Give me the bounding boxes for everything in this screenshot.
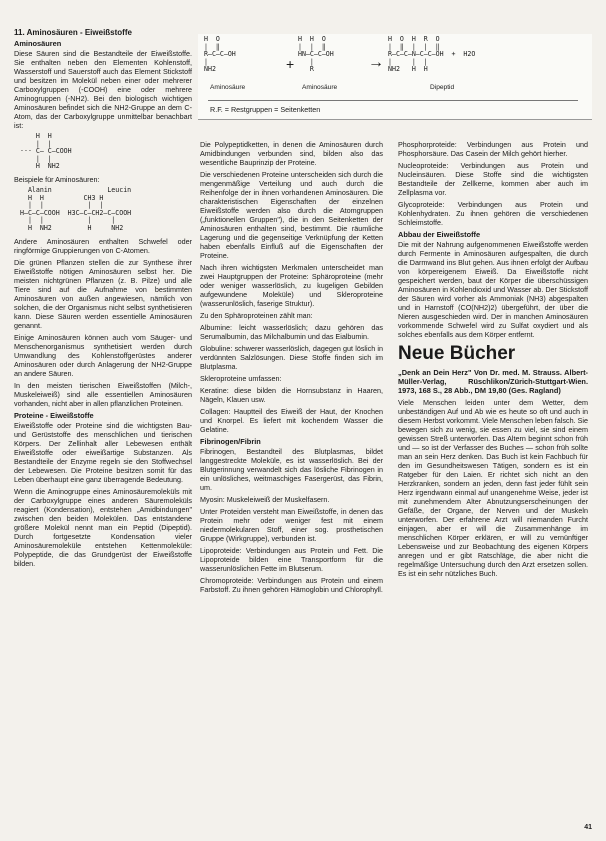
paragraph: Collagen: Hauptteil des Eiweiß der Haut, der Knochen und Knorpel. Es liefert mit kochendem Wasser die Gelatine.	[200, 407, 383, 434]
label-aminoacid-1: Aminosäure	[210, 84, 246, 91]
column-1	[14, 28, 192, 571]
paragraph: Lipoproteide: Verbindungen aus Protein und Fett. Die Lipoproteide bilden eine Transportform für die wasserunlöslichen Fette im Blutserum.	[200, 546, 383, 573]
paragraph: Wenn die Aminogruppe eines Aminosäuremoleküls mit der Carboxylgruppe eines anderen Säuremoleküls reagiert (Kondensation), entstehen „Amidbindungen" zwischen den beiden Molekülen. Das entstandene größere Molekül nennt man ein Peptid (Dipeptid). Durch fortgesetzte Kondensation vieler Aminosäuremoleküle entstehen Kettenmoleküle: Polypeptide, die das Grundgerüst der Eiweißstoffe bilden.	[14, 486, 192, 568]
paragraph: Die verschiedenen Proteine unterscheiden sich durch die mengenmäßige Verteilung und auch durch die Reihenfolge der in ihnen vorhandenen Aminosäuren. Die charakteristischen Eigenschaften der einzelnen Eiweißstoffe werden also durch die Atomgruppen („funktionellen Gruppen"), die in den Seitenketten der Aminosäuren enthalten sind, bestimmt. Die räumliche Lagerung und die gegenseitige Verknüpfung der Ketten haben ebenfalls Einfluß auf die Eigenschaften der Proteine.	[200, 170, 383, 260]
paragraph: Globuline: schwerer wasserlöslich, dagegen gut löslich in verdünnten Salzlösungen. Diese Stoffe finden sich im Blutplasma.	[200, 344, 383, 371]
label-dipeptide: Dipeptid	[430, 84, 455, 91]
paragraph: Fibrinogen, Bestandteil des Blutplasmas, bildet langgestreckte Moleküle, es ist wasserlöslich. Bei der Blutgerinnung verwandelt sich das lösliche Fibrinogen in ein unlösliches, weitmaschiges Fasergerüst, das Fibrin, um.	[200, 447, 383, 492]
plus-sign: +	[286, 56, 295, 72]
paragraph: Die grünen Pflanzen stellen die zur Synthese ihrer Eiweißstoffe nötigen Aminosäuren selbst her. Die meisten nichtgrünen Pflanzen (z. B. Pilze) und alle Tiere sind auf die Aufnahme von bestimmten Aminosäuren von außen angewiesen, nämlich von solchen, die der Organismus nicht selbst synthetisieren kann. Diese Säuren werden essentielle Aminosäuren genannt.	[14, 257, 192, 330]
paragraph: Nach ihren wichtigsten Merkmalen unterscheidet man zwei Hauptgruppen der Proteine: Sphäroproteine (mehr oder weniger wasserlöslich, zu kugeligen Gebilden aufgewundene Moleküle) und Skleroproteine (wasserunlöslich, faserige Struktur).	[200, 263, 383, 308]
subheading-abbau: Abbau der Eiweißstoffe	[398, 230, 481, 239]
paragraph: Viele Menschen leiden unter dem Wetter, dem unbeständigen Auf und Ab wie es heute so oft und auch in diesem Herbst vorkommt. Viele Menschen leben falsch. Sie bewegen sich zu wenig, sie essen zu viel, sie sind einem gewissen Streß unterworfen. Das Altern beginnt schon früh und — so ist der Verfasser des Buches — schon früh sollte man an sein Herz denken. Das Buch ist kein Fachbuch für den im Gesundheitswesen Tätigen, sondern es ist ein Ratgeber für den Laien. Er richtet sich nicht an den Herzkranken, sondern an jeden, denn fast jeder fühlt sein Herz irgendwann einmal auf unangenehme Weise, jeder ist mit zunehmendem Alter Abnutzungserscheinungen der Gefäße, der Organe, der Nerven und der Muskeln unterworfen. Der erfahrene Arzt will niemanden Furcht einjagen, aber er will die Zusammenhänge im menschlichen Körper erklären, er will zu vernünftiger Lebensweise und zur Beobachtung des eigenen Körpers anregen und er gibt Ratschläge, die aber nicht die regelmäßige Untersuchung durch den Arzt ersetzen sollen. Es ist ein sehr nützliches Buch.	[398, 398, 588, 578]
aminoacid-1-formula: H O | ‖ R—C—C—OH | NH2	[204, 35, 236, 74]
subheading-proteine: Proteine - Eiweißstoffe	[14, 410, 94, 420]
rf-legend: R.F. = Restgruppen = Seitenketten	[210, 105, 321, 114]
paragraph: Zu den Sphäroproteinen zählt man:	[200, 311, 313, 320]
paragraph: Nucleoproteide: Verbindungen aus Protein und Nucleinsäuren. Diese Stoffe sind die wichtigsten Bestandteile der Zellkerne, kommen aber auch im Zellplasma vor.	[398, 161, 588, 197]
examples-formula: Alanin Leucin H H CH3 H | | | | H—C—C—COOH H3C—C—CH2—C—COOH | | | | H NH2 H NH2	[20, 185, 132, 232]
general-formula: H H | | ··· C— C—COOH | | H NH2	[20, 132, 72, 171]
paragraph: Beispiele für Aminosäuren:	[14, 174, 100, 184]
dipeptide-formula: H O H R O | ‖ | | ‖ R—C—C—N—C—C—OH + H2O | | | NH2 H H	[388, 35, 476, 74]
paragraph: Myosin: Muskeleiweiß der Muskelfasern.	[200, 495, 330, 504]
aminoacid-2-formula: H H O | | ‖ HN—C—C—OH | R	[298, 35, 334, 74]
paragraph: Andere Aminosäuren enthalten Schwefel oder ringförmige Gruppierungen von C-Atomen.	[14, 236, 192, 255]
paragraph: Unter Proteiden versteht man Eiweißstoffe, in denen das Protein mehr oder weniger fest mit einem niedermolekularen Stoff, einer sog. prosthetischen Gruppe (Wirkgruppe), verbunden ist.	[200, 507, 383, 543]
section-heading: 11. Aminosäuren - Eiweißstoffe	[14, 28, 132, 37]
divider	[208, 100, 578, 101]
paragraph: Keratine: diese bilden die Hornsubstanz in Haaren, Nägeln, Klauen usw.	[200, 386, 383, 404]
paragraph: In den meisten tierischen Eiweißstoffen (Milch-, Muskeleiweiß) sind alle essentiellen Aminosäuren vorhanden, nicht aber in allen pflanzlichen Proteinen.	[14, 380, 192, 408]
column-2	[200, 140, 383, 597]
reaction-diagram	[198, 34, 592, 120]
paragraph: Diese Säuren sind die Bestandteile der Eiweißstoffe. Sie enthalten neben den Elementen Kohlenstoff, Wasserstoff und Sauerstoff auch das Element Stickstoff und besitzen im Molekül neben einer oder mehrerer Carboxylgruppen (-COOH) eine oder mehrere Aminogruppen (-NH2). Bei den biologisch wichtigen Aminosäuren befindet sich die NH2-Gruppe an dem C-Atom, das der Carboxylgruppe unmittelbar benachbart ist:	[14, 49, 192, 130]
reaction-arrow: →	[368, 54, 384, 71]
book-citation: „Denk an Dein Herz" Von Dr. med. M. Strauss. Albert-Müller-Verlag, Rüschlikon/Zürich-Stuttgart-Wien. 1973, 168 S., 28 Abb., DM 19,80 (Ges. Ragland)	[398, 368, 588, 395]
paragraph: Phosphorproteide: Verbindungen aus Protein und Phosphorsäure. Das Casein der Milch gehört hierher.	[398, 140, 588, 158]
label-aminoacid-2: Aminosäure	[302, 84, 338, 91]
paragraph: Albumine: leicht wasserlöslich; dazu gehören das Serumalbumin, das Milchalbumin und das Eialbumin.	[200, 323, 383, 341]
page-number: 41	[584, 824, 592, 831]
paragraph: Einige Aminosäuren können auch vom Säuger- und Menschenorganismus synthetisiert werden durch Umwandlung des Kohlenstoffgerüstes anderer Aminosäuren oder durch Anlagerung der NH2-Gruppe an andere Säuren.	[14, 332, 192, 378]
paragraph: Skleroproteine umfassen:	[200, 374, 282, 383]
subheading-aminosaeuren: Aminosäuren	[14, 39, 62, 48]
paragraph: Eiweißstoffe oder Proteine sind die wichtigsten Bau- und Gerüststoffe des menschlichen und tierischen Körpers. Der Zellinhalt aller Lebewesen enthält Eiweißstoffe oder eiweißartige Substanzen. Als Bestandteile der Enzyme regeln sie den Stoffwechsel der Lebewesen. Die Proteine besitzen somit für das Leben überhaupt eine ganz überragende Bedeutung.	[14, 420, 192, 484]
paragraph: Die mit der Nahrung aufgenommenen Eiweißstoffe werden durch Fermente in Aminosäuren aufgespalten, die durch die Darmwand ins Blut gehen. Aus ihnen erfolgt der Aufbau von körpereigenem Eiweiß. Da Eiweißstoffe nicht gespeichert werden, baut der Körper die überschüssigen Aminosäuren in Kohlendioxid und Wasser ab. Der Stickstoff der Säuren wird vorher als Ammoniak (NH3) abgespalten und in Harnstoff (CO(NH2)2) übergeführt, der über die Nieren ausgeschieden wird. Der in manchen Aminosäuren vorkommende Schwefel wird zu Sulfat oxydiert und als solches ebenfalls aus dem Körper entfernt.	[398, 240, 588, 339]
paragraph: Glycoproteide: Verbindungen aus Protein und Kohlenhydraten. Zu ihnen gehören die verschiedenen Schleimstoffe.	[398, 200, 588, 227]
paragraph: Chromoproteide: Verbindungen aus Protein und einem Farbstoff. Zu ihnen gehören Hämoglobin und Chlorophyll.	[200, 576, 383, 594]
subheading-fibrinogen: Fibrinogen/Fibrin	[200, 437, 261, 446]
paragraph: Die Polypeptidketten, in denen die Aminosäuren durch Amidbindungen verbunden sind, bilden also das wesentliche Bauprinzip der Proteine.	[200, 140, 383, 167]
column-3	[398, 140, 588, 581]
books-heading: Neue Bücher	[398, 343, 516, 364]
